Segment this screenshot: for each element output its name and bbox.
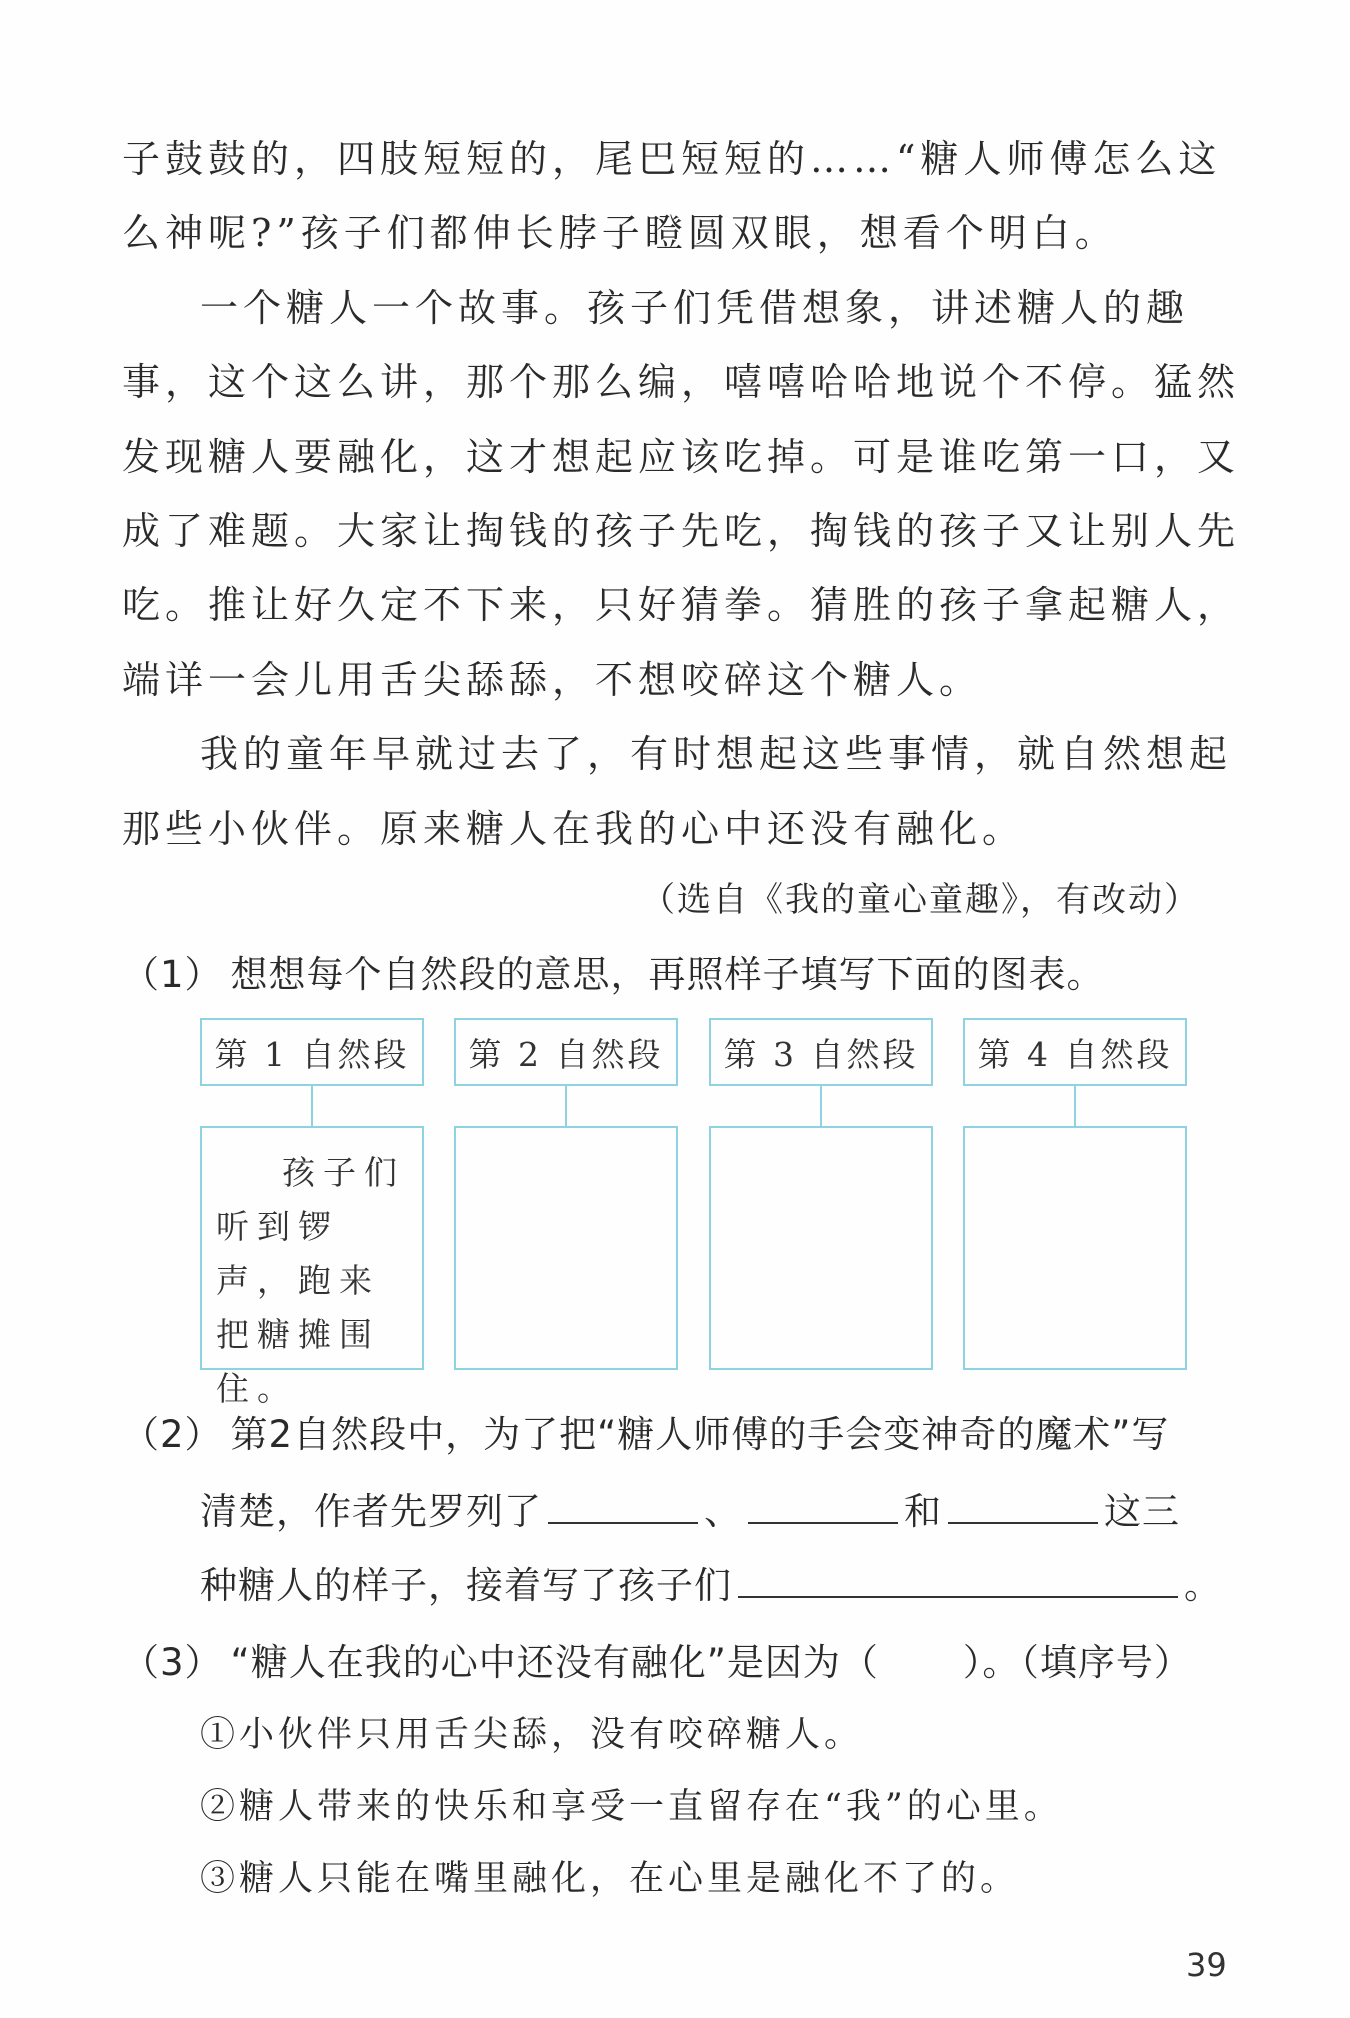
page-number: 39: [1186, 1946, 1227, 1984]
chart-answer-box-3[interactable]: [709, 1126, 933, 1370]
chart-connector: [820, 1086, 822, 1126]
chart-connector: [565, 1086, 567, 1126]
passage-line: 一个糖人一个故事。孩子们凭借想象，讲述糖人的趣: [200, 286, 1190, 330]
answer-blank-3[interactable]: [948, 1488, 1098, 1524]
chart-connector: [1074, 1086, 1076, 1126]
question-2-text: 第2自然段中，为了把“糖人师傅的手会变神奇的魔术”写: [230, 1413, 1170, 1456]
question-1: [122, 952, 1105, 998]
passage-line: 事，这个这么讲，那个那么编，嘻嘻哈哈地说个不停。猛然: [122, 360, 1241, 404]
question-2-line-1: [122, 1412, 1169, 1458]
chart-answer-box-2[interactable]: [454, 1126, 678, 1370]
passage-line: 发现糖人要融化，这才想起应该吃掉。可是谁吃第一口，又: [122, 435, 1241, 479]
chart-header-1: 第 1 自然段: [200, 1018, 424, 1086]
passage-line: 么神呢?”孩子们都伸长脖子瞪圆双眼，想看个明白。: [122, 211, 1118, 255]
passage-line: 吃。推让好久定不下来，只好猜拳。猜胜的孩子拿起糖人，: [122, 583, 1241, 627]
question-2-line-3: [200, 1562, 1222, 1609]
answer-blank-1[interactable]: [548, 1488, 698, 1524]
question-3: [122, 1640, 1192, 1686]
passage-source: （选自《我的童心童趣》，有改动）: [641, 880, 1200, 920]
passage-line: 端详一会儿用舌尖舔舔，不想咬碎这个糖人。: [122, 658, 983, 702]
chart-answer-box-4[interactable]: [963, 1126, 1187, 1370]
question-3-text: “糖人在我的心中还没有融化”是因为（: [230, 1641, 879, 1684]
question-2-line-2: [200, 1488, 1180, 1535]
question-2-number: （2）: [122, 1413, 223, 1456]
question-2-text: 清楚，作者先罗列了: [200, 1490, 542, 1533]
option-2: ②糖人带来的快乐和享受一直留存在“我”的心里。: [200, 1787, 1063, 1827]
question-2-text: 。: [1184, 1564, 1222, 1607]
question-1-text: 想想每个自然段的意思，再照样子填写下面的图表。: [230, 953, 1105, 996]
question-2-text: 这三: [1104, 1490, 1180, 1533]
option-1: ①小伙伴只用舌尖舔，没有咬碎糖人。: [200, 1715, 864, 1755]
answer-blank-4[interactable]: [738, 1562, 1178, 1598]
chart-sample-answer: 孩子们听到锣声，跑来把糖摊围住。: [216, 1153, 405, 1408]
question-1-number: （1）: [122, 953, 223, 996]
chart-header-4: 第 4 自然段: [963, 1018, 1187, 1086]
chart-answer-box-1: [200, 1126, 424, 1408]
question-2-separator: 、: [704, 1490, 742, 1533]
passage-line: 那些小伙伴。原来糖人在我的心中还没有融化。: [122, 807, 1026, 851]
passage-line: 子鼓鼓的，四肢短短的，尾巴短短的……“糖人师傅怎么这: [122, 137, 1222, 181]
chart-connector: [311, 1086, 313, 1126]
question-2-text: 种糖人的样子，接着写了孩子们: [200, 1564, 732, 1607]
passage-line: 成了难题。大家让掏钱的孩子先吃，掏钱的孩子又让别人先: [122, 509, 1241, 553]
question-2-separator: 和: [904, 1490, 942, 1533]
option-3: ③糖人只能在嘴里融化，在心里是融化不了的。: [200, 1859, 1020, 1899]
chart-header-3: 第 3 自然段: [709, 1018, 933, 1086]
answer-blank-2[interactable]: [748, 1488, 898, 1524]
chart-header-2: 第 2 自然段: [454, 1018, 678, 1086]
question-3-text: ）。（填序号）: [962, 1641, 1192, 1684]
question-3-number: （3）: [122, 1641, 223, 1684]
passage-line: 我的童年早就过去了，有时想起这些事情，就自然想起: [200, 732, 1233, 776]
